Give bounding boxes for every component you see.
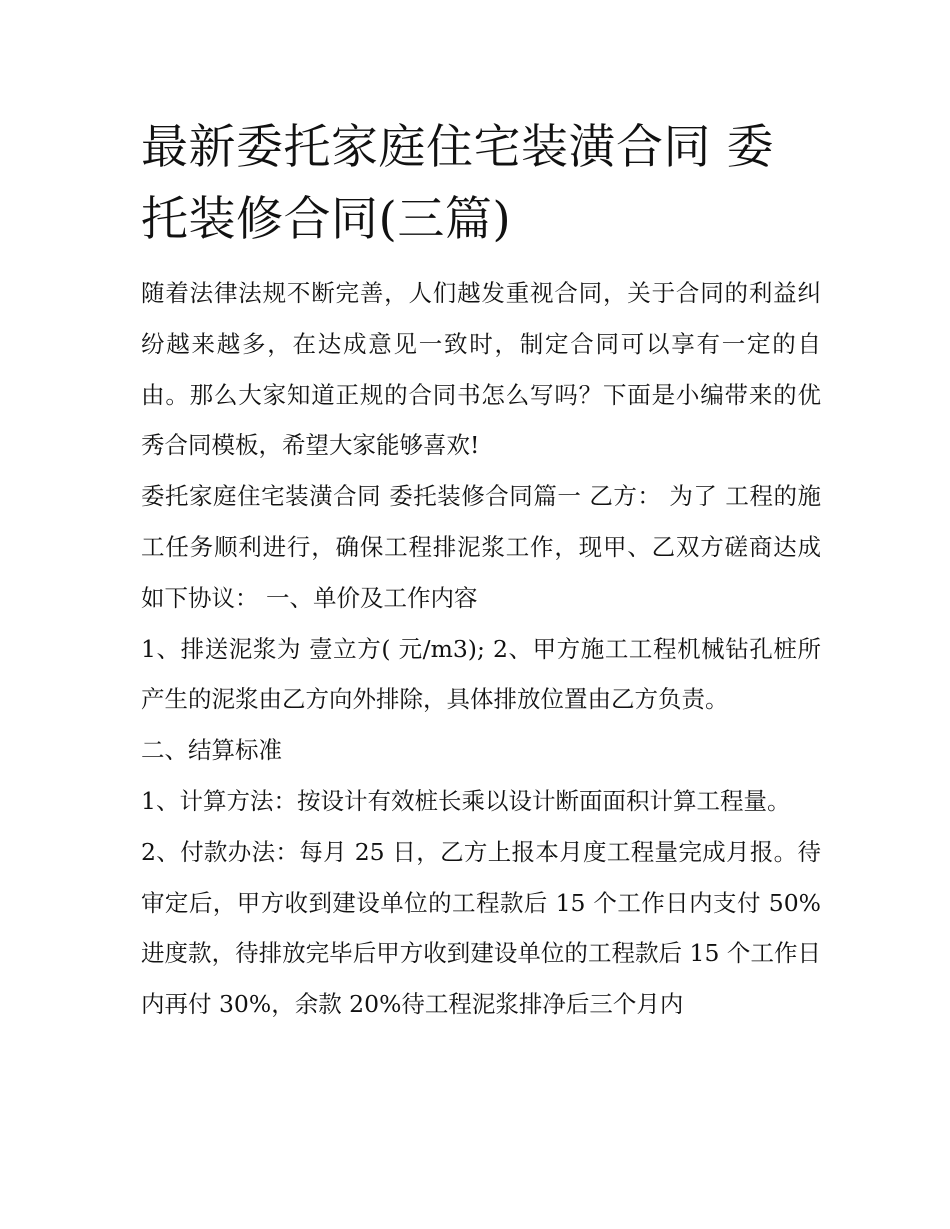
paragraph-clause-1: 1、排送泥浆为 壹立方( 元/m3); 2、甲方施工工程机械钻孔桩所产生的泥浆由乙方向外排除，具体排放位置由乙方负责。 bbox=[141, 634, 821, 714]
paragraph-payment-method: 2、付款办法：每月 25 日，乙方上报本月度工程量完成月报。待审定后，甲方收到建设单位的工程款后 15 个工作日内支付 50%进度款，待排放完毕后甲方收到建设单位的工程款后 15 个工作日内再付 30%，余款 20%待工程泥浆排净后三个月内 bbox=[141, 837, 821, 1019]
document-page bbox=[141, 112, 821, 1030]
paragraph-contract-header: 委托家庭住宅装潢合同 委托装修合同篇一 乙方： 为了 工程的施工任务顺利进行，确保工程排泥浆工作，现甲、乙双方磋商达成如下协议： 一、单价及工作内容 bbox=[141, 482, 821, 612]
paragraph-section-2-heading: 二、结算标准 bbox=[141, 736, 282, 765]
paragraph-calculation-method: 1、计算方法：按设计有效桩长乘以设计断面面积计算工程量。 bbox=[141, 786, 791, 815]
paragraph-intro: 随着法律法规不断完善，人们越发重视合同，关于合同的利益纠纷越来越多，在达成意见一致时，制定合同可以享有一定的自由。那么大家知道正规的合同书怎么写吗？下面是小编带来的优秀合同模板，希望大家能够喜欢! bbox=[141, 279, 821, 460]
document-title: 最新委托家庭住宅装潢合同 委托装修合同(三篇) bbox=[141, 120, 774, 247]
document-body bbox=[141, 268, 821, 1030]
